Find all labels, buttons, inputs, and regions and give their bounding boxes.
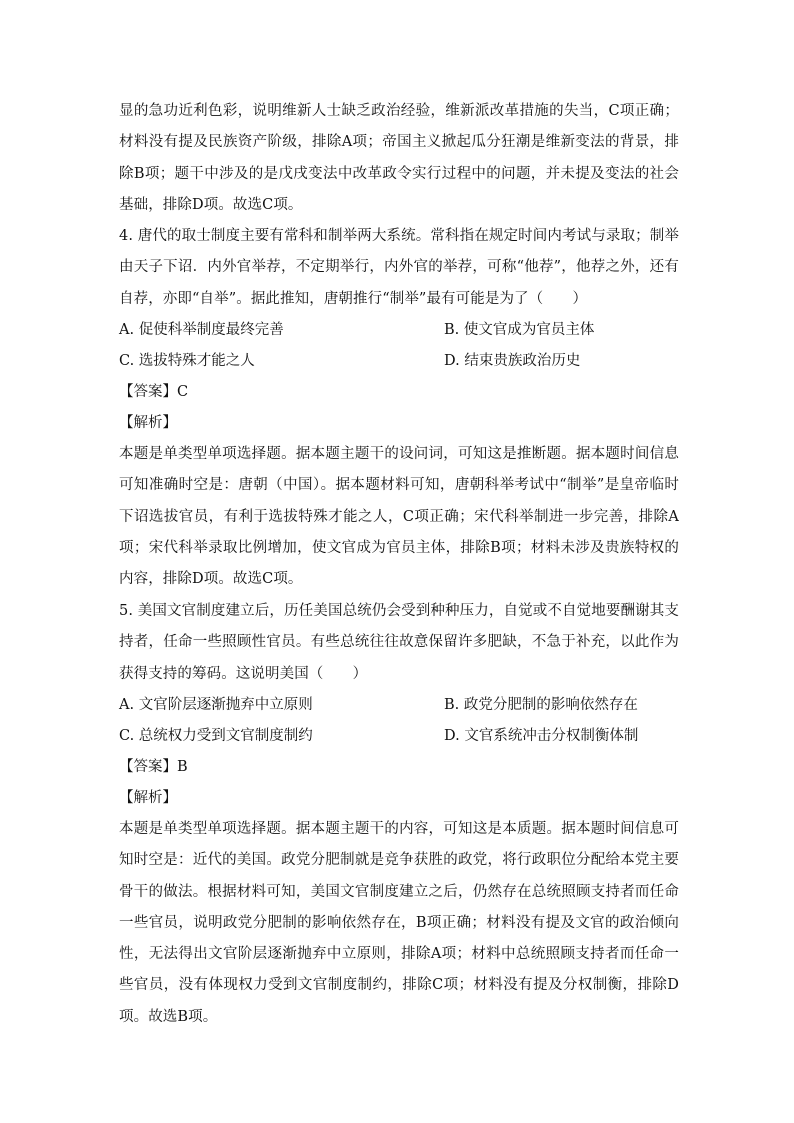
- question-4-option-b: B. 使文官成为官员主体: [444, 322, 595, 338]
- question-4-option-a: A. 促使科举制度最终完善: [119, 322, 284, 338]
- question-4-options-row-2: [119, 346, 679, 377]
- question-5-analysis: 本题是单类型单项选择题。据本题主题干的内容，可知这是本质题。据本题时间信息可知时空是：近代的美国。政党分肥制就是竞争获胜的政党，将行政职位分配给本党主要骨干的做法。根据材料可知，美国文官制度建立之后，仍然存在总统照顾支持者而任命一些官员，说明政党分肥制的影响依然存在，B项正确；材料没有提及文官的政治倾向性，无法得出文官阶层逐渐抛弃中立原则，排除A项；材料中总统照顾支持者而任命一些官员，没有体现权力受到文官制度制约，排除C项；材料没有提及分权制衡，排除D项。故选B项。: [119, 821, 679, 1025]
- intro-paragraph-block: [119, 96, 679, 221]
- question-5-option-d: D. 文官系统冲击分权制衡体制: [444, 728, 639, 744]
- question-5-analysis-block: [119, 814, 679, 1033]
- question-5-stem: 5. 美国文官制度建立后，历任美国总统仍会受到种种压力，自觉或不自觉地要酬谢其支持者，任命一些照顾性官员。有些总统往往故意保留许多肥缺，不急于补充，以此作为获得支持的筹码。这说明美国（ ）: [119, 603, 679, 682]
- question-4-option-c: C. 选拔特殊才能之人: [119, 353, 255, 369]
- question-4-analysis-block: [119, 439, 679, 595]
- question-5-option-a: A. 文官阶层逐渐抛弃中立原则: [119, 697, 313, 713]
- question-4-stem-block: [119, 221, 679, 315]
- question-5-stem-block: [119, 596, 679, 690]
- question-5-answer: 【答案】B: [119, 759, 188, 775]
- question-5-options-row-2: [119, 721, 679, 752]
- question-4-options-row-1: [119, 315, 679, 346]
- question-4-stem: 4. 唐代的取士制度主要有常科和制举两大系统。常科指在规定时间内考试与录取；制举由天子下诏．内外官举荐，不定期举行，内外官的举荐，可称“他荐”，他荐之外，还有自荐，亦即“自举”。据此推知，唐朝推行“制举”最有可能是为了（ ）: [119, 228, 679, 307]
- question-4-analysis: 本题是单类型单项选择题。据本题主题干的设问词，可知这是推断题。据本题时间信息可知准确时空是：唐朝（中国）。据本题材料可知，唐朝科举考试中“制举”是皇帝临时下诏选拔官员，有利于选拔特殊才能之人，C项正确；宋代科举制进一步完善，排除A项；宋代科举录取比例增加，使文官成为官员主体，排除B项；材料未涉及贵族特权的内容，排除D项。故选C项。: [119, 446, 679, 588]
- question-5-option-b: B. 政党分肥制的影响依然存在: [444, 697, 638, 713]
- question-4-option-d: D. 结束贵族政治历史: [444, 353, 581, 369]
- question-4-analysis-label: 【解析】: [119, 415, 177, 431]
- question-5-options-row-1: [119, 690, 679, 721]
- question-4-answer: 【答案】C: [119, 384, 189, 400]
- intro-paragraph: 显的急功近利色彩，说明维新人士缺乏政治经验，维新派改革措施的失当，C项正确；材料没有提及民族资产阶级，排除A项；帝国主义掀起瓜分狂潮是维新变法的背景，排除B项；题干中涉及的是戊戌变法中改革政令实行过程中的问题，并未提及变法的社会基础，排除D项。故选C项。: [119, 103, 679, 213]
- question-5-option-c: C. 总统权力受到文官制度制约: [119, 728, 313, 744]
- question-5-analysis-label: 【解析】: [119, 790, 177, 806]
